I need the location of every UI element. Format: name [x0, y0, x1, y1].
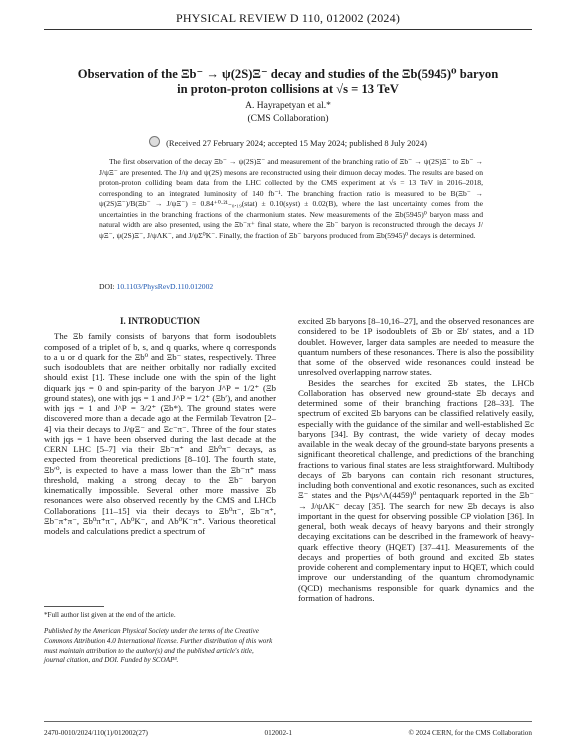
publication-dates — [0, 136, 576, 148]
intro-paragraph-1: The Ξb family consists of baryons that form isodoublets composed of a triplet of b, s, and q quarks, where q corresponds to a u or d quark for the Ξb⁰ and Ξb⁻ states, respectively. Three such isodoublets that are neither orbitally nor radially excited should exist [1]. These include one with the spin of the light diquark jqs = 0 and spin-parity of the baryon J^P = 1/2⁺ (Ξb ground states), one with jqs = 1 and J^P = 1/2⁺ (Ξb′), and another with jqs = 1 and J^P = 3/2⁺ (Ξb*). The ground states were discovered more than a decade ago at the Fermilab Tevatron [2–4] via their decays to J/ψΞ⁻ and Ξc⁻π⁻. Three of the four states with jqs = 1 have been observed during the last decade at the CERN LHC [5–7] via their Ξb⁻π⁺ and Ξb⁰π⁻ decays, as expected from theoretical predictions [8–10]. The fourth state, Ξb′⁰, is expected to have a mass lower than the Ξb⁻π⁺ mass threshold, making a strong decay to the Ξb⁻ baryon kinematically impossible. Several other more massive Ξb resonances were also observed recently by the CMS and LHCb Collaborations [11–15] via their decays to Ξb⁰π⁻, Ξb⁻π⁺, Ξb⁻π⁺π⁻, Ξb⁰π⁺π⁻, Λb⁰K⁻, and Λb⁰K⁻π⁺. Various theoretical models and calculations predict a spectrum of — [44, 331, 276, 536]
license-statement: Published by the American Physical Society under the terms of the Creative Commons Attribution 4.0 International license. Further distribution of this work must maintain attribution to the author(s) and the published article's title, journal citation, and DOI. Funded by SCOAP³. — [44, 627, 273, 665]
abstract: The first observation of the decay Ξb⁻ → ψ(2S)Ξ⁻ and measurement of the branching ratio of Ξb⁻ → ψ(2S)Ξ⁻ to Ξb⁻ → J/ψΞ⁻ are presented. The J/ψ and ψ(2S) mesons are reconstructed using their dimuon decay modes. The results are based on proton-proton colliding beam data from the LHC collected by the CMS experiment at √s = 13 TeV in 2016–2018, corresponding to an integrated luminosity of 140 fb⁻¹. The branching fraction ratio is measured to be B(Ξb⁻ → ψ(2S)Ξ⁻)/B(Ξb⁻ → J/ψΞ⁻) = 0.84⁺⁰·²¹₋₀.₁₉(stat) ± 0.10(syst) ± 0.02(B), where the last uncertainty comes from the uncertainties in the branching fractions of the charmonium states. New measurements of the Ξb(5945)⁰ baryon mass and natural width are also presented, using the Ξb⁻π⁺ final state, where the Ξb⁻ baryon is reconstructed through the decays J/ψΞ⁻, ψ(2S)Ξ⁻, J/ψΛK⁻, and J/ψΣ⁰K⁻. Finally, the fraction of Ξb⁻ baryons produced from Ξb(5945)⁰ decays is determined. — [99, 157, 483, 240]
issn-code: 2470-0010/2024/110(1)/012002(27) — [44, 729, 148, 737]
page-footer — [44, 729, 532, 737]
journal-header: PHYSICAL REVIEW D 110, 012002 (2024) — [175, 11, 401, 25]
article-title — [60, 67, 516, 97]
doi-label: DOI: — [99, 282, 117, 291]
left-column — [44, 316, 276, 536]
doi-line — [99, 282, 213, 291]
header-rule — [44, 29, 532, 30]
author-footnote: *Full author list given at the end of the article. — [44, 611, 176, 619]
collaboration-name: (CMS Collaboration) — [247, 114, 329, 124]
footer-rule — [44, 721, 532, 722]
open-access-icon — [149, 136, 160, 147]
author-list[interactable]: A. Hayrapetyan et al.* — [245, 101, 331, 111]
right-column — [298, 316, 534, 603]
dates-text: (Received 27 February 2024; accepted 15 May 2024; published 8 July 2024) — [166, 138, 427, 148]
section-title: I. INTRODUCTION — [119, 316, 200, 326]
footnote-rule — [44, 606, 104, 607]
copyright-notice: © 2024 CERN, for the CMS Collaboration — [408, 729, 532, 737]
title-line-1: Observation of the Ξb⁻ → ψ(2S)Ξ⁻ decay and studies of the Ξb(5945)⁰ baryon — [77, 67, 499, 81]
title-line-2: in proton-proton collisions at √s = 13 TeV — [177, 82, 399, 96]
page-number: 012002-1 — [264, 729, 293, 737]
intro-paragraph-2: excited Ξb baryons [8–10,16–27], and the observed resonances are considered to be 1P isodoublets of Ξb or Ξb′ states, and a 1D doublet. However, larger data samples are needed to measure the quantum numbers of these resonances. There is also the possibility that some of the observed wide resonances could instead be unresolved overlapping narrow states. — [298, 316, 534, 378]
intro-paragraph-3: Besides the searches for excited Ξb states, the LHCb Collaboration has observed new ground-state Ξb decays and determined some of their branching fractions [28–33]. The spectrum of excited Ξb baryons can be classified relatively easily, especially with the guidance of the similar and well-established Ξc baryons [34]. By contrast, the wide variety of decay modes available in the weak decay of the ground-state baryons presents a significant theoretical challenge, and predictions of the branching fractions to various final states are less straightforward. Multibody decays of Ξb baryons can contain rich resonant structures, including both conventional and exotic resonances, such as excited Ξ⁻ states and the Pψs^Λ(4459)⁰ pentaquark reported in the Ξb⁻ → J/ψΛK⁻ decay [35]. The search for new Ξb decays is also important in the quest for observing possible CP violation [36]. In general, both weak decays of heavy baryons and their strongly decaying excitations can be described in the framework of heavy-quark effective theory (HQET) [37–41]. Measurements of the decays and properties of both ground and excited Ξb states provide coherent and complementary input to HQET, which could improve our understanding of the quantum chromodynamic (QCD) mechanisms responsible for quark dynamics and the formation of hadrons. — [298, 377, 534, 603]
doi-link[interactable]: 10.1103/PhysRevD.110.012002 — [116, 282, 214, 291]
